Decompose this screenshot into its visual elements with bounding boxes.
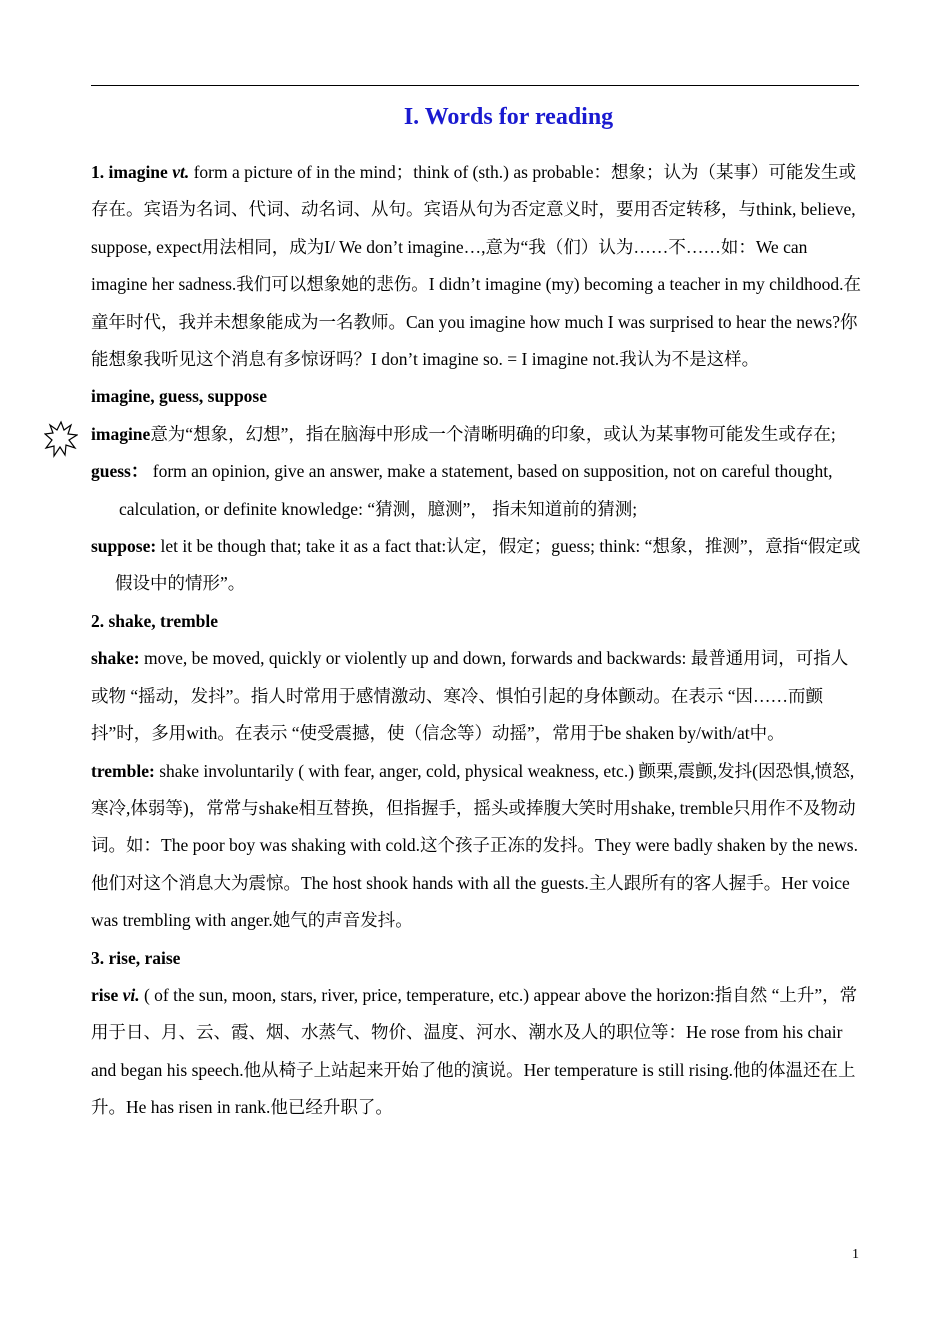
term-text: form an opinion, give an answer, make a statement, based on supposition, not on careful thought, calculation, or definite knowledge: “猜测，臆测”， 指未知道前的猜测;	[119, 461, 833, 519]
compare-imagine	[91, 416, 861, 453]
entry-imagine	[91, 154, 861, 378]
term-label: guess：	[91, 461, 149, 482]
entry-shake	[91, 640, 861, 752]
term-label: rise	[91, 984, 123, 1005]
term-text: let it be though that; take it as a fact that:认定，假定；guess; think: “想象，推测”，意指“假定或假设中的情形”。	[115, 536, 861, 594]
term-text: shake involuntarily ( with fear, anger, cold, physical weakness, etc.) 颤栗,震颤,发抖(因恐惧,愤怒,寒冷,体弱等)，常常与shake相互替换，但指握手，摇头或捧腹大笑时用shake, tremble只用作不及物动词。如：The poor boy was shaking with cold.这个孩子正冻的发抖。They were badly shaken by the news.他们对这个消息大为震惊。The host shook hands with all the guests.主人跟所有的客人握手。Her voice was trembling with anger.她气的声音发抖。	[91, 760, 858, 931]
compare-suppose	[91, 528, 861, 603]
entry-heading: 1. imagine	[91, 162, 173, 182]
page-title: I. Words for reading	[403, 104, 614, 130]
starburst-icon	[44, 420, 78, 460]
header-rule	[91, 85, 859, 86]
compare-heading: imagine, guess, suppose	[91, 386, 268, 407]
entry-text: form a picture of in the mind；think of (sth.) as probable：想象；认为（某事）可能发生或存在。宾语为名词、代词、动名词、从句。宾语从句为否定意义时，要用否定转移，与think, believe, suppose, expect用法相同，成为I/ We don’t imagine…,意为“我（们）认为……不……如：We can imagine her sadness.我们可以想象她的悲伤。I didn’t imagine (my) becoming a teacher in my childhood.在童年时代，我并未想象能成为一名教师。Can you imagine how much I was surprised to hear the news?你能想象我听见这个消息有多惊讶吗？I don’t imagine so. = I imagine not.我认为不是这样。	[91, 162, 862, 370]
compare-guess	[91, 453, 861, 528]
term-label: suppose:	[91, 536, 157, 557]
part-of-speech: vi.	[122, 984, 140, 1005]
term-text: 意为“想象，幻想”，指在脑海中形成一个清晰明确的印象，或认为某事物可能发生或存在;	[150, 423, 836, 444]
entry-rise	[91, 977, 861, 1127]
section-heading-shake-tremble: 2. shake, tremble	[91, 610, 219, 631]
term-text: move, be moved, quickly or violently up and down, forwards and backwards: 最普通用词，可指人或物 “摇动，发抖”。指人时常用于感情激动、寒冷、惧怕引起的身体颤动。在表示 “因……而颤抖”时，多用with。在表示 “使受震撼，使（信念等）动摇”，常用于be shaken by/with/at中。	[91, 648, 849, 744]
term-label: shake:	[91, 648, 140, 669]
term-label: tremble:	[91, 760, 155, 781]
page-number: 1	[852, 1247, 859, 1262]
document-body	[91, 154, 861, 1127]
part-of-speech: vt.	[172, 162, 190, 182]
term-text: ( of the sun, moon, stars, river, price, temperature, etc.) appear above the horizon:指自然 “上升”，常用于日、月、云、霞、烟、水蒸气、物价、温度、河水、潮水及人的职位等：He rose from his chair and began his speech.他从椅子上站起来开始了他的演说。Her temperature is still rising.他的体温还在上升。He has risen in rank.他已经升职了。	[91, 984, 858, 1118]
term-label: imagine	[91, 423, 151, 444]
entry-tremble	[91, 753, 861, 940]
section-heading-rise-raise: 3. rise, raise	[91, 947, 181, 968]
